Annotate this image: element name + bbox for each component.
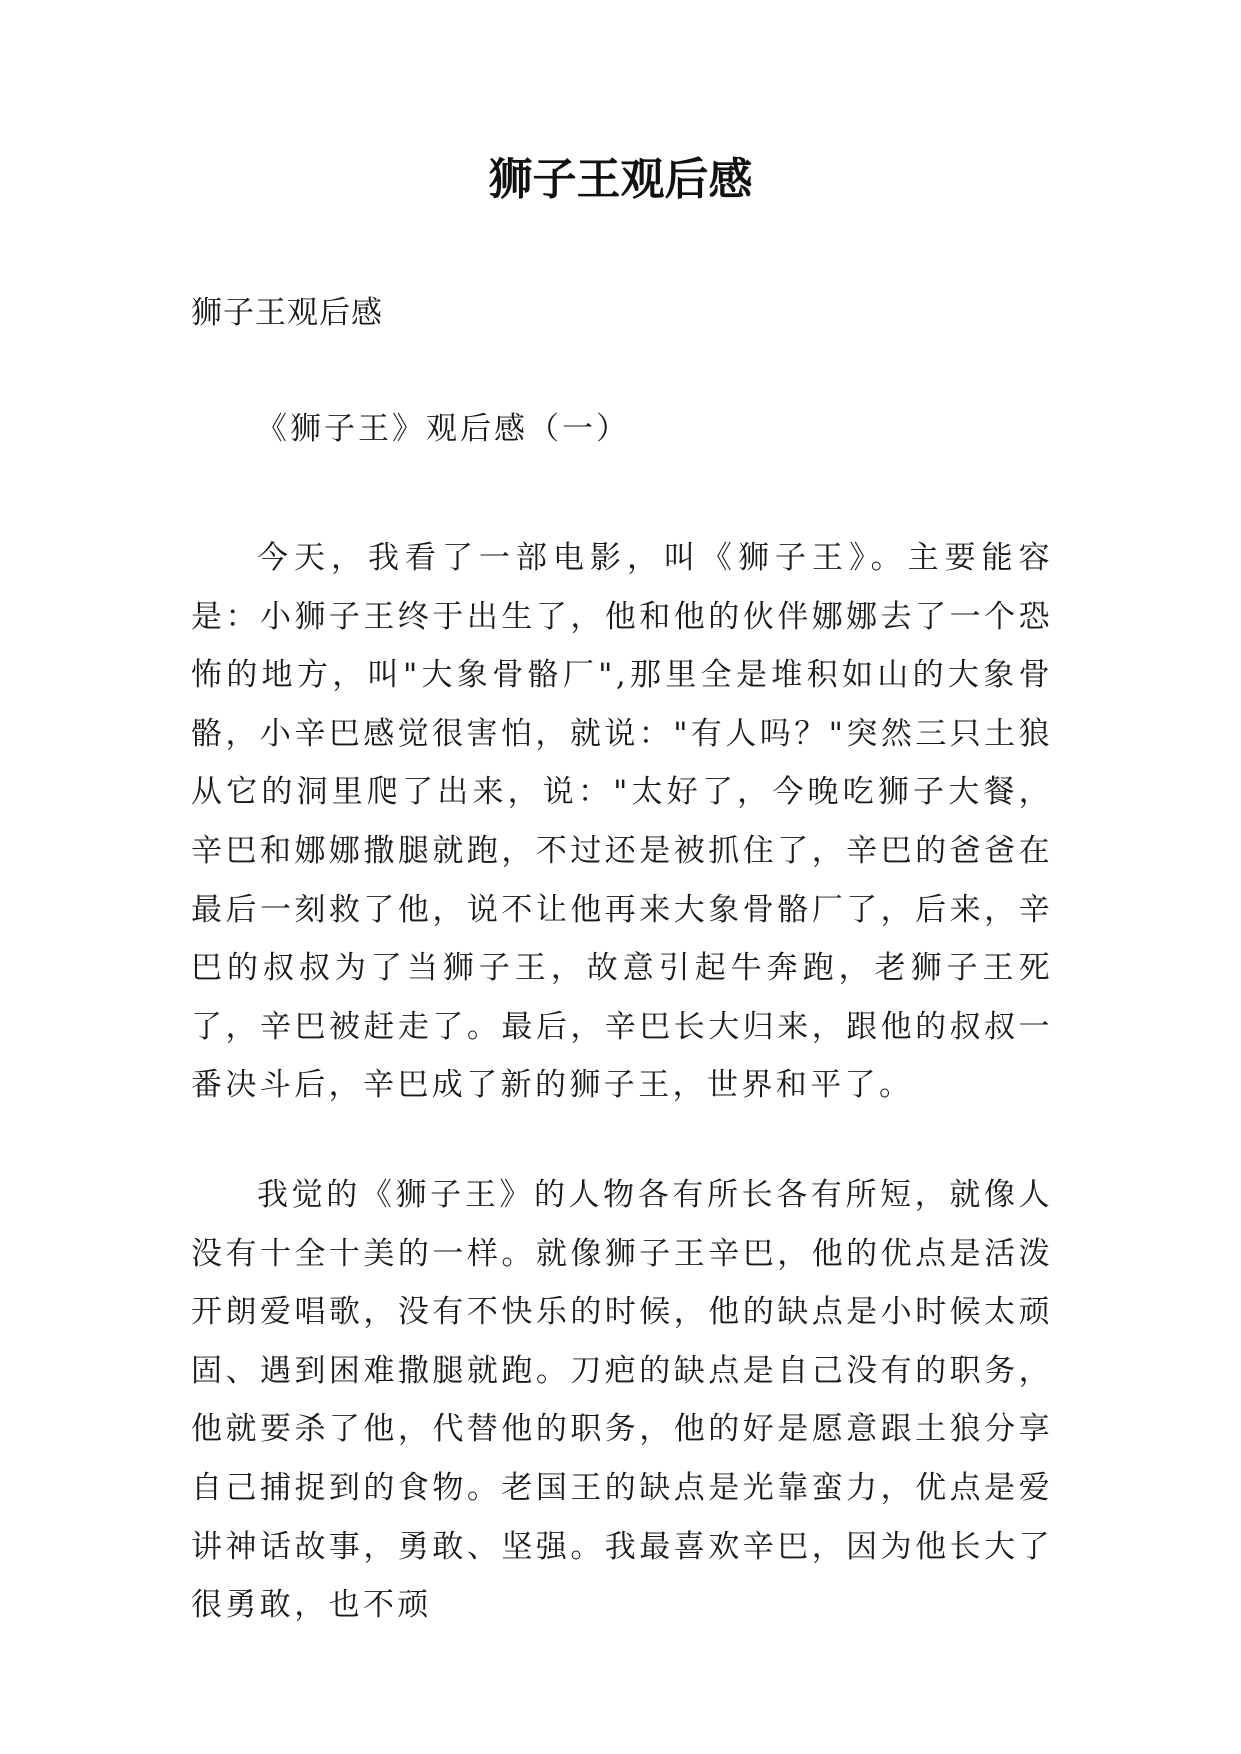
section-heading: 《狮子王》观后感（一） xyxy=(256,411,630,447)
body-paragraph: 我觉的《狮子王》的人物各有所长各有所短，就像人没有十全十美的一样。就像狮子王辛巴，他的优点是活泼开朗爱唱歌，没有不快乐的时候，他的缺点是小时候太顽固、遇到困难撒腿就跑。刀疤的缺点是自己没有的职务，他就要杀了他，代替他的职务，他的好是愿意跟土狼分享自己捕捉到的食物。老国王的缺点是光靠蛮力，优点是爱讲神话故事，勇敢、坚强。我最喜欢辛巴，因为他长大了很勇敢，也不顽 xyxy=(191,1177,1053,1624)
document-subtitle: 狮子王观后感 xyxy=(191,295,383,331)
body-paragraph: 今天，我看了一部电影，叫《狮子王》。主要能容是：小狮子王终于出生了，他和他的伙伴娜娜去了一个恐怖的地方，叫"大象骨骼厂",那里全是堆积如山的大象骨骼，小辛巴感觉很害怕，就说："有人吗？"突然三只土狼从它的洞里爬了出来，说："太好了，今晚吃狮子大餐，辛巴和娜娜撒腿就跑，不过还是被抓住了，辛巴的爸爸在最后一刻救了他，说不让他再来大象骨骼厂了，后来，辛巴的叔叔为了当狮子王，故意引起牛奔跑，老狮子王死了，辛巴被赶走了。最后，辛巴长大归来，跟他的叔叔一番决斗后，辛巴成了新的狮子王，世界和平了。 xyxy=(191,540,1053,1104)
document-title: 狮子王观后感 xyxy=(488,154,753,205)
